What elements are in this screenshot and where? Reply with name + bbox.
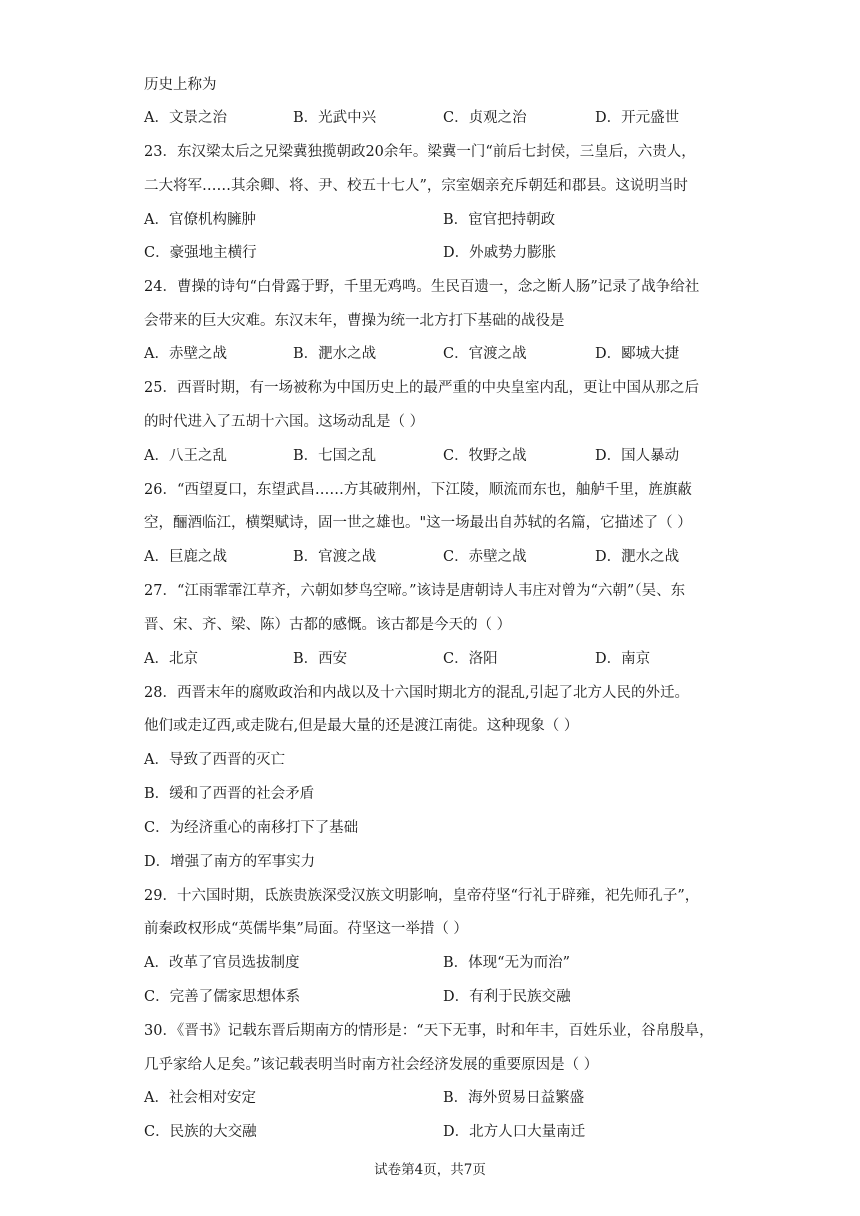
question-22-tail: 历史上称为 bbox=[144, 77, 217, 93]
option: B．海外贸易日益繁盛 bbox=[443, 1090, 585, 1106]
option: C．完善了儒家思想体系 bbox=[144, 989, 301, 1005]
option: B．体现“无为而治” bbox=[443, 955, 570, 971]
option: C．贞观之治 bbox=[443, 110, 527, 126]
option: A．导致了西晋的灭亡 bbox=[144, 752, 285, 768]
option: C．洛阳 bbox=[443, 651, 498, 667]
option: A．文景之治 bbox=[144, 110, 227, 126]
question-29-text: 前秦政权形成“英儒毕集”局面。苻坚这一举措（ ） bbox=[144, 921, 468, 937]
option: D．郾城大捷 bbox=[595, 346, 680, 362]
question-23-text: 23．东汉梁太后之兄梁冀独揽朝政20余年。梁冀一门“前后七封侯，三皇后，六贵人， bbox=[144, 144, 696, 160]
option: B．淝水之战 bbox=[293, 346, 377, 362]
question-26-text: 26．“西望夏口，东望武昌……方其破荆州，下江陵，顺流而东也，舳舻千里，旌旗蔽 bbox=[144, 482, 692, 498]
option: B．七国之乱 bbox=[293, 448, 377, 464]
option: D．增强了南方的军事实力 bbox=[144, 854, 316, 870]
question-30-text: 几乎家给人足矣。”该记载表明当时南方社会经济发展的重要原因是（ ） bbox=[144, 1057, 599, 1073]
option: A．赤壁之战 bbox=[144, 346, 227, 362]
option: D．开元盛世 bbox=[595, 110, 680, 126]
option: B．光武中兴 bbox=[293, 110, 377, 126]
option: B．西安 bbox=[293, 651, 348, 667]
question-24-text: 24．曹操的诗句“白骨露于野，千里无鸡鸣。生民百遗一，念之断人肠”记录了战争给社 bbox=[144, 279, 700, 295]
page-footer: 试卷第4页，共7页 bbox=[374, 1162, 486, 1178]
option: D．外戚势力膨胀 bbox=[443, 245, 557, 261]
option: B．缓和了西晋的社会矛盾 bbox=[144, 786, 315, 802]
option: C．豪强地主横行 bbox=[144, 245, 257, 261]
option: B．官渡之战 bbox=[293, 549, 377, 565]
option: A．北京 bbox=[144, 651, 198, 667]
option: A．改革了官员选拔制度 bbox=[144, 955, 300, 971]
option: D．有利于民族交融 bbox=[443, 989, 571, 1005]
option: A．社会相对安定 bbox=[144, 1090, 256, 1106]
option: C．官渡之战 bbox=[443, 346, 527, 362]
option: A．巨鹿之战 bbox=[144, 549, 227, 565]
question-25-text: 25．西晋时期，有一场被称为中国历史上的最严重的中央皇室内乱，更让中国从那之后 bbox=[144, 380, 699, 396]
option: A．官僚机构臃肿 bbox=[144, 212, 256, 228]
option: C．民族的大交融 bbox=[144, 1124, 257, 1140]
option: B．宦官把持朝政 bbox=[443, 212, 556, 228]
question-23-text: 二大将军……其余卿、将、尹、校五十七人”，宗室姻亲充斥朝廷和郡县。这说明当时 bbox=[144, 178, 688, 194]
option: A．八王之乱 bbox=[144, 448, 227, 464]
option: D．北方人口大量南迁 bbox=[443, 1124, 586, 1140]
option: D．淝水之战 bbox=[595, 549, 680, 565]
option: C．赤壁之战 bbox=[443, 549, 527, 565]
question-28-text: 28．西晋末年的腐败政治和内战以及十六国时期北方的混乱,引起了北方人民的外迁。 bbox=[144, 685, 690, 701]
option: C．为经济重心的南移打下了基础 bbox=[144, 820, 359, 836]
question-26-text: 空，酾酒临江，横槊赋诗，固一世之雄也。"这一场最出自苏轼的名篇，它描述了（ ） bbox=[144, 515, 692, 531]
question-28-text: 他们或走辽西,或走陇右,但是最大量的还是渡江南徙。这种现象（ ） bbox=[144, 718, 579, 734]
question-27-text: 晋、宋、齐、梁、陈）古都的感慨。该古都是今天的（ ） bbox=[144, 617, 512, 633]
option: D．国人暴动 bbox=[595, 448, 680, 464]
question-27-text: 27．“江雨霏霏江草齐，六朝如梦鸟空啼。”该诗是唐朝诗人韦庄对曾为“六朝”（吴、东 bbox=[144, 583, 686, 599]
option: C．牧野之战 bbox=[443, 448, 527, 464]
question-25-text: 的时代进入了五胡十六国。这场动乱是（ ） bbox=[144, 414, 425, 430]
question-29-text: 29．十六国时期，氐族贵族深受汉族文明影响，皇帝苻坚“行礼于辟雍，祀先师孔子”， bbox=[144, 888, 700, 904]
option: D．南京 bbox=[595, 651, 651, 667]
question-30-text: 30．《晋书》记载东晋后期南方的情形是：“天下无事，时和年丰，百姓乐业，谷帛殷阜， bbox=[144, 1023, 714, 1039]
question-24-text: 会带来的巨大灾难。东汉末年，曹操为统一北方打下基础的战役是 bbox=[144, 313, 565, 329]
